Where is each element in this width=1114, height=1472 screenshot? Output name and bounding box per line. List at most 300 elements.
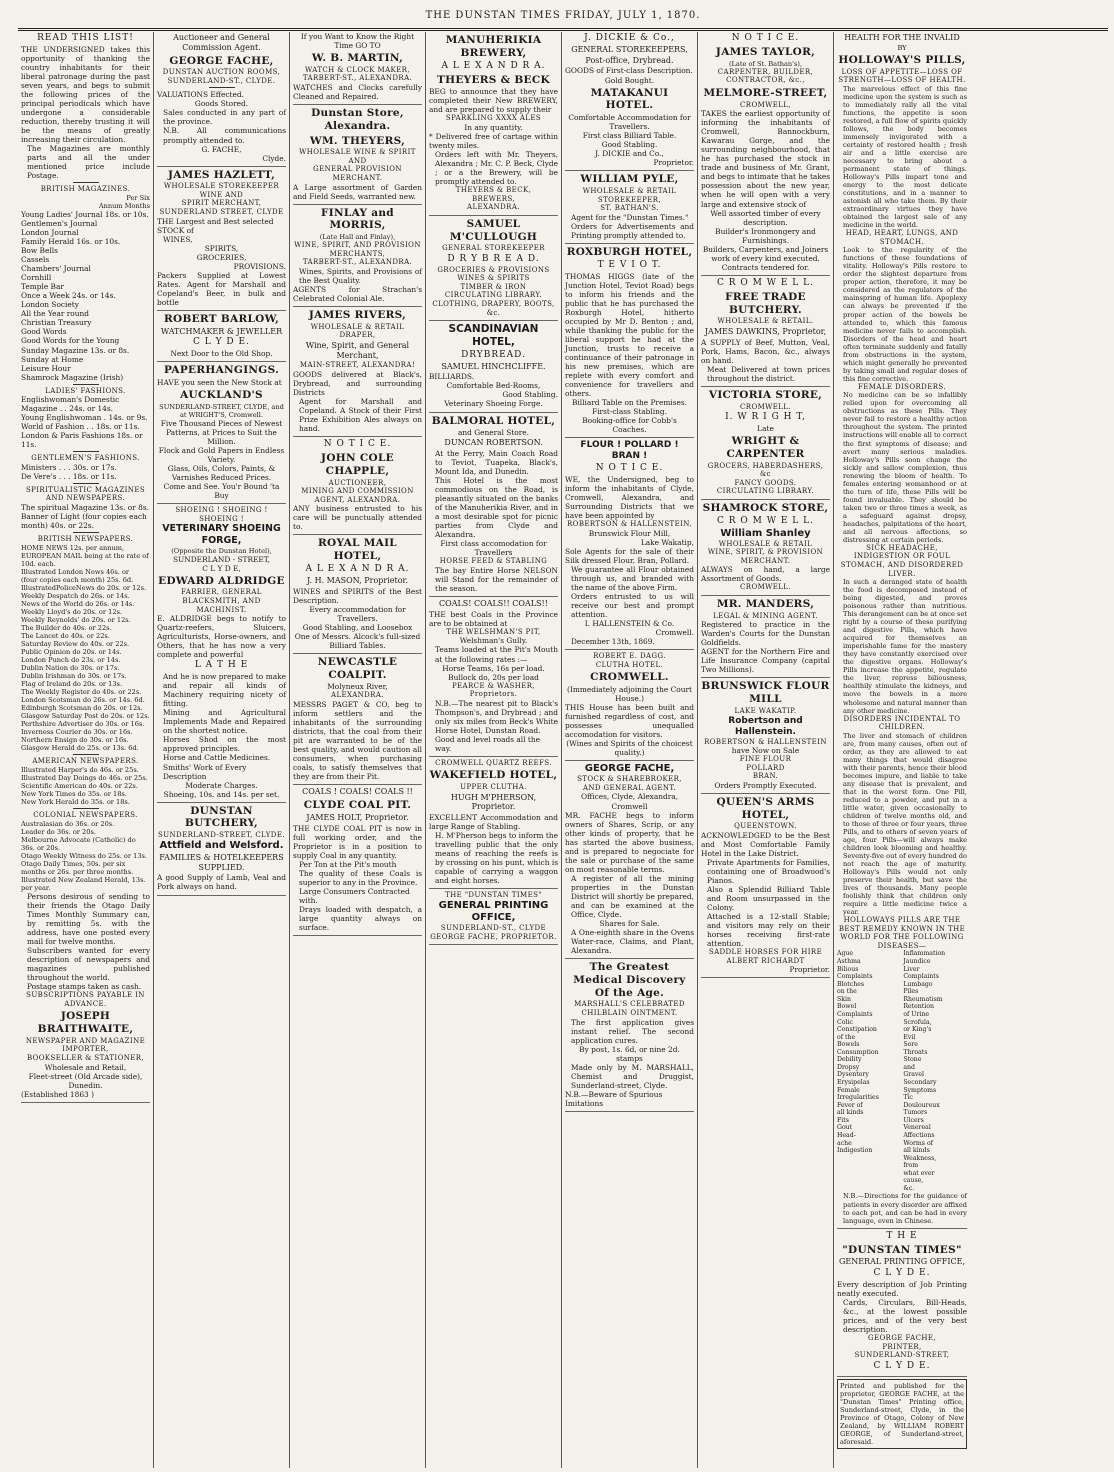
- list-item: Weekly Reynolds' do 20s. or 12s.: [21, 615, 131, 624]
- list-item: Sunday at Home: [21, 354, 84, 364]
- ad-line: Good Stabling.: [601, 140, 658, 150]
- european-mail: EUROPEAN MAIL being at the rate of 10d. each.: [21, 551, 149, 568]
- ad-dunstan-butchery: [157, 805, 286, 896]
- ad-text: N.B.—The nearest pit to Black's Thompson's, and Drybread ; and only six miles from Beck's White Horse Hotel, Dunstan Road.: [435, 698, 558, 735]
- ad-line: FAMILIES & HOTELKEEPERS SUPPLIED.: [159, 852, 284, 872]
- ad-line: Post-office, Drybread.: [585, 55, 674, 65]
- ad-text: THE Largest and Best selected STOCK of: [157, 216, 274, 235]
- ad-line: GROCERS, HABERDASHERS, &c: [707, 461, 824, 479]
- heading-colonial-newspapers: COLONIAL NEWSPAPERS.: [33, 811, 138, 820]
- ad-line: SUNDERLAND-STREET,: [854, 1351, 950, 1360]
- list-item: Gentlemen's Journal: [21, 219, 98, 229]
- ad-line: HEAD, HEART, LUNGS, AND STOMACH.: [845, 229, 959, 246]
- list-item: New York Times do 35s. or 18s.: [21, 790, 127, 799]
- list-item: Banner of Light (four copies each month) 40s. or 22s.: [21, 512, 147, 531]
- ad-line: N O T I C E.: [595, 463, 664, 474]
- ad-text: This Hotel is the most commodious on the Road, is pleasantly situated on the banks of the Manuherikia River, and in a most desirable spot for picnic parties from Clyde and Alexandra.: [435, 476, 558, 540]
- ad-heading: Robertson and Hallenstein.: [728, 715, 803, 737]
- advertiser-name: J. DICKIE & Co.,: [584, 33, 675, 43]
- list-item: Weekly Lloyd's do 20s. or 12s.: [21, 607, 123, 616]
- list-item: Bow Bells: [21, 246, 58, 256]
- ad-brunswick-flour-mill: [701, 680, 830, 793]
- ad-line: Offices, Clyde, Alexandra, Cromwell: [580, 792, 679, 811]
- mag-list: [21, 210, 150, 382]
- ad-heading: GENERAL PRINTING OFFICE,: [438, 899, 549, 924]
- ad-heading: C R O M W E L L.: [717, 277, 814, 288]
- ad-line: Welshman's Gully.: [459, 636, 528, 646]
- ad-line: C L Y D E.: [873, 1360, 931, 1371]
- ad-mccullough: [429, 218, 558, 321]
- list-item: All the Year round: [21, 309, 89, 319]
- ad-line: BRAN.: [752, 772, 779, 781]
- advertiser-line: NEWSPAPER AND MAGAZINE IMPORTER,: [25, 1036, 146, 1054]
- advertiser-name: VETERINARY SHOEING FORGE,: [162, 523, 281, 546]
- ad-text: Per Ton at the Pit's mouth: [299, 859, 397, 869]
- ad-line: DISORDERS INCIDENTAL TO CHILDREN.: [843, 714, 961, 732]
- ad-text: WATCHES and Clocks carefully Cleaned and Repaired.: [293, 82, 422, 101]
- ad-text: Comfortable Accommodation for Travellers.: [568, 113, 691, 132]
- ad-dunstan-times-office: [837, 1231, 967, 1377]
- ad-line: T H E: [886, 1230, 918, 1241]
- ad-line: Brunswick Flour Mill,: [588, 528, 671, 538]
- advertiser-name: CLYDE COAL PIT.: [303, 798, 412, 811]
- ad-line: I. HALLENSTEIN & Co.: [584, 619, 675, 629]
- ad-text: Moderate Charges.: [185, 780, 258, 790]
- imprint: Printed and published for the proprietor, GEORGE FACHE, at the "Dunstan Times" Printing office, Sunderland-street, Clyde, in the Province of Otago, Colony of New Zealand, by WILLIAM ROBERT GEORGE, of Sunderland-street, aforesaid.: [837, 1379, 967, 1449]
- advertiser-name: SCANDINAVIAN HOTEL,: [448, 323, 539, 348]
- list-item: London & Paris Fashions 18s. or 11s.: [21, 431, 143, 450]
- heading-ladies-fashions: LADIES' FASHIONS.: [45, 386, 126, 395]
- list-item: Venereal Affections: [903, 1124, 935, 1139]
- columns: [18, 32, 1108, 1468]
- list-item: Jaundice: [903, 958, 931, 966]
- list-item: Gout: [837, 1124, 853, 1132]
- list-item: London Society: [21, 300, 79, 310]
- list-item: Otago Daily Times, 50s. per six months or 26s. per three months.: [21, 859, 134, 876]
- list-item: Blotches on the Skin: [837, 980, 865, 1003]
- list-item: Secondary Symptoms: [903, 1079, 937, 1094]
- ad-text: WINES and SPIRITS of the Best Description.: [293, 586, 422, 605]
- ad-line: ROBERTSON & HALLENSTEIN,: [567, 520, 692, 529]
- list-item: Northern Ensign do 30s. or 16s.: [21, 736, 129, 745]
- ad-text: A register of all the mining properties in the Dunstan District will shortly be prepared, and can be examined at the Office, Clyde.: [571, 873, 694, 919]
- paragraph: Postage stamps taken as cash.: [27, 982, 142, 992]
- ad-line: Billiard Table on the Premises.: [571, 398, 688, 407]
- ad-line: Shares for Sale.: [599, 918, 660, 928]
- ad-line: AND: [348, 156, 367, 165]
- ad-line: CLOTHING, DRAPERY, BOOTS, &c.: [432, 300, 555, 317]
- ad-text: Also a Splendid Billiard Table and Room unsurpassed in the Colony.: [707, 885, 830, 913]
- ad-text: Contracts tendered for.: [721, 262, 810, 272]
- ad-text: (Immediately adjoining the Court House.): [567, 684, 692, 704]
- ad-text: Builder's Ironmongery and Furnishings.: [715, 226, 816, 245]
- ad-line: THE "DUNSTAN TIMES": [445, 891, 542, 900]
- list-item: Dublin Nation do 30s. or 17s.: [21, 664, 120, 673]
- ad-text: A good Supply of Lamb, Veal and Pork always on hand.: [157, 873, 286, 892]
- list-item: Shamrock Magazine (Irish): [21, 372, 124, 382]
- ad-line: G. FACHE,: [201, 144, 242, 154]
- list-item: Glasgow Saturday Post do 20s. or 12s.: [21, 712, 150, 721]
- ad-text: The first application gives instant relief. The second application cures.: [571, 1017, 694, 1045]
- ad-text: BEG to announce that they have completed their New BREWERY, and are prepared to supply their: [429, 87, 558, 115]
- advertiser-name: WAKEFIELD HOTEL,: [429, 769, 558, 782]
- ad-line: TIMBER & IRON: [460, 282, 527, 291]
- ad-heading: THEYERS & BECK: [437, 73, 550, 86]
- ad-line: WINE, SPIRIT, AND PROVISION MERCHANTS,: [294, 241, 421, 258]
- ad-text: N.B.—Directions for the guidance of patients in every disorder are affixed to each pot, and can be had in every language, even in Chinese.: [843, 1192, 967, 1225]
- ad-manders: [701, 598, 830, 679]
- ad-pyle: [565, 173, 694, 243]
- ad-dunstan-store: [293, 107, 422, 205]
- advertiser-name: GEORGE FACHE,: [584, 763, 675, 775]
- list-item: Englishwoman's Domestic Magazine . . 24s. or 14s.: [21, 395, 120, 414]
- ad-text: N.B. All communications promptly attended to.: [163, 126, 286, 145]
- list-item: The spiritual Magazine 13s. or 8s.: [21, 503, 149, 512]
- ad-line: C L Y D E.: [873, 1268, 931, 1279]
- advertiser-name: JAMES HAZLETT,: [167, 168, 276, 181]
- ad-line: (Late Hall and Finlay),: [319, 233, 396, 242]
- ad-heading: CROMWELL QUARTZ REEFS.: [435, 758, 552, 767]
- advertiser-line: Dunedin.: [68, 1080, 103, 1090]
- ad-text: Made only by M. MARSHALL, Chemist and Druggist, Sunderland-street, Clyde.: [571, 1062, 694, 1090]
- list-item: News of the World do 26s. or 14s.: [21, 599, 135, 608]
- list-item: Fits: [837, 1116, 849, 1124]
- ad-line: and General Store.: [457, 428, 530, 438]
- list-item: London Journal: [21, 228, 79, 238]
- list-item: Weakness, from what ever cause, &c.: [903, 1154, 937, 1192]
- list-item: Good Words: [21, 327, 67, 337]
- list-item: Weekly Despatch do 26s. or 14s.: [21, 591, 130, 600]
- ad-line: Lake Wakatip,: [640, 537, 694, 547]
- ad-line: HUGH M'PHERSON, Proprietor.: [450, 792, 537, 812]
- ad-text: Good Stabling, and Loosebox: [302, 622, 413, 632]
- masthead: THE DUNSTAN TIMES FRIDAY, JULY 1, 1870.: [18, 4, 1108, 31]
- ad-line: AND GENERAL AGENT.: [582, 783, 677, 792]
- ad-text: Sole Agents for the sale of their Silk dressed Flour, Bran, Pollard.: [565, 546, 694, 565]
- ad-line: POLLARD: [746, 763, 785, 772]
- ad-heading: COALS ! COALS! COALS !!: [302, 787, 413, 797]
- ad-line: Comfortable Bed-Rooms,: [446, 381, 541, 391]
- ad-line: TARBERT-ST., ALEXANDRA.: [302, 74, 413, 83]
- ad-text: Private Apartments for Families, containing one of Broadwood's Pianos.: [707, 857, 830, 885]
- heading-read-list: READ THIS LIST!: [37, 33, 134, 43]
- ad-line: FEMALE DISORDERS.: [858, 382, 946, 391]
- ad-line: C L Y D E,: [202, 563, 241, 573]
- ad-line: Next Door to the Old Shop.: [170, 349, 273, 359]
- list-item: Fever of all kinds: [837, 1101, 864, 1117]
- list-item: Bowel Complaints: [837, 1003, 873, 1018]
- list-item: Flag of Ireland do 20s. or 13s.: [21, 680, 123, 689]
- ad-text: Drays loaded with despatch, a large quantity always on surface.: [299, 904, 422, 932]
- ad-text: Registered to practice in the Warden's Courts for the Dunstan Goldfields.: [701, 620, 830, 648]
- ad-hazlett: [157, 169, 286, 311]
- disease-list: [837, 950, 967, 1192]
- ad-barlow: [157, 313, 286, 363]
- ad-line: HOLLOWAYS PILLS ARE THE BEST REMEDY KNOWN IN THE WORLD FOR THE FOLLOWING DISEASES—: [838, 916, 966, 950]
- heading-spiritualistic: SPIRITUALISTIC MAGAZINES AND NEWSPAPERS.: [25, 485, 146, 503]
- ad-text: (Wines and Spirits of the choicest quality.): [566, 739, 693, 758]
- list-item: Piles: [903, 988, 919, 996]
- list-item: Christian Treasury: [21, 318, 92, 328]
- ad-victoria-store: [701, 389, 830, 500]
- ad-line: J. H. MASON, Proprietor.: [306, 575, 409, 585]
- advertiser-name: FINLAY and MORRIS,: [321, 206, 394, 232]
- ad-chapple: [293, 439, 422, 535]
- list-item: Debility: [837, 1056, 862, 1064]
- ad-text: Smiths' Work of Every Description: [163, 762, 247, 781]
- ad-line: LOSS OF APPETITE—LOSS OF STRENGTH—LOSS OF HEALTH.: [838, 67, 966, 85]
- ad-text: And he is now prepared to make and repair all kinds of Machinery requiring nicety of fitting.: [163, 672, 286, 709]
- ad-text: THOMAS HIGGS (late of the Junction Hotel, Teviot Road) begs to inform his friends and the public that he has purchased the Roxburgh Hotel, hitherto occupied by Mr D. Benton ; and, while thanking the public for the liberal support he had at the Junction, trusts to receive a continuance of their patronage in his new premises, which are replete with every comfort and convenience for travellers and others.: [565, 271, 694, 398]
- ad-line: GROCERIES,: [196, 252, 247, 262]
- ad-text: Attached is a 12-stall Stable; and visitors may rely on their horses receiving first-rate attention.: [707, 912, 830, 949]
- ad-dickie: [565, 33, 694, 171]
- ad-text: We guarantee all Flour obtained through us, and branded with the name of the above Firm.: [571, 564, 694, 592]
- ad-welshmans-pit: [429, 599, 558, 757]
- ad-line: WHOLESALE & RETAIL DRAPER,: [310, 322, 405, 340]
- ad-line: Booking-office for Cobb's Coaches.: [582, 416, 677, 435]
- ad-text: In such a deranged state of health the food is decomposed instead of being digested, and proves poisonous rather than nutritious. This derangement can be at once set right by a course of these purifying and digestive Pills, which have acquired for themselves an imperishable fame for the mastery they have constantly exercised over the digestive organs. Holloway's Pills increase the appetite, regulate the liver, repress biliousness, healthily stimulate the kidneys, and move the bowels in a more wholesome and natural manner than any other medicine.: [843, 578, 967, 715]
- ad-line: AUCTIONEER,: [328, 478, 387, 487]
- advertiser-name: QUEEN'S ARMS HOTEL,: [716, 795, 815, 821]
- heading-american-newspapers: AMERICAN NEWSPAPERS.: [32, 757, 139, 766]
- ad-text: Wines, Spirits, and Provisions of the Best Quality.: [299, 266, 422, 285]
- disease-list-right: [903, 950, 967, 1192]
- ad-text: Every accommodation for Travellers.: [309, 604, 406, 623]
- ad-text: Sales conducted in any part of the province.: [163, 108, 286, 127]
- disease-list-left: [837, 950, 901, 1192]
- list-item: Family Herald 16s. or 10s.: [21, 237, 121, 247]
- ad-taylor: [701, 33, 830, 276]
- heading-british-newspapers: BRITISH NEWSPAPERS.: [37, 535, 134, 544]
- ad-text: Every description of Job Printing neatly executed.: [837, 1280, 967, 1299]
- list-item: London Scotsman do 26s. or 14s. 6d.: [21, 696, 145, 705]
- list-item: Young Englishwoman . 14s. or 9s.: [21, 413, 148, 423]
- ad-text: WE, the Undersigned, beg to inform the inhabitants of Clyde, Cromwell, Alexandra, and Surrounding Districts that we have been appointed by: [565, 475, 694, 521]
- heading-gentlemens-fashions: GENTLEMEN'S FASHIONS.: [31, 454, 140, 463]
- ad-text: MESSRS PAGET & CO, beg to inform settlers and the inhabitants of the surrounding districts, that the coal from their pit are warranted to be of the best quality, and would caution all consumers, when purchasing coals, to satisfy themselves that they are from their Pit.: [293, 699, 422, 782]
- paragraph: Persons desirous of sending to their friends the Otago Daily Times Monthly Summary can, by remitting 5s. with the address, have one posted every mail for twelve months.: [27, 891, 150, 947]
- ad-line: WHOLESALE & RETAIL STOREKEEPER,: [582, 187, 677, 204]
- ad-line: T E V I O T.: [597, 259, 662, 270]
- list-item: Young Ladies' Journal 18s. or 10s.: [21, 210, 149, 220]
- list-item: London Punch do 23s. or 14s.: [21, 656, 121, 665]
- ad-text: Five Thousand Pieces of Newest Patterns, at Prices to Suit the Million.: [160, 419, 283, 447]
- ad-text: Come and See. You'r Bound 'ta Buy: [163, 482, 280, 501]
- ad-line: C L Y D E.: [193, 337, 250, 348]
- list-item: Liver Complaints: [903, 965, 939, 981]
- list-item: The Builder do 40s. or 22s.: [21, 623, 112, 632]
- ad-line: SUNDERLAND STREET, CLYDE: [159, 208, 284, 216]
- list-item: Illustrated London News 46s. or: [21, 567, 130, 576]
- ad-line: CARPENTER, BUILDER, CONTRACTOR, &c.,: [717, 67, 814, 85]
- ad-text: Orders entrusted to us will receive our best and prompt attention.: [571, 591, 694, 619]
- ad-text: AGENTS for Strachan's Celebrated Colonial Ale.: [293, 284, 422, 303]
- list-item: Australasian do 36s. or 20s.: [21, 819, 115, 828]
- list-item: Illustrated New Zealand Herald, 13s. per year.: [21, 875, 146, 892]
- ad-text: Packers Supplied at Lowest Rates. Agent for Marshall and Copeland's Beer, in bulk and bottle: [157, 270, 286, 307]
- ad-line: MAIN-STREET, ALEXANDRA!: [299, 361, 416, 370]
- ad-line: THEYERS & BECK,: [455, 186, 532, 195]
- ad-line: Molyneux River,: [327, 682, 388, 692]
- ad-line: WINES & SPIRITS: [457, 274, 530, 283]
- advertiser-name: DUNSTAN BUTCHERY,: [184, 804, 259, 830]
- ad-text: ACKNOWLEDGED to be the Best and Most Comfortable Family Hotel in the Lake District.: [701, 830, 830, 858]
- advertiser-name: W. B. MARTIN,: [311, 52, 404, 65]
- list-item: Glasgow Herald do 25s. or 13s. 6d.: [21, 744, 139, 753]
- ad-heading: SHOEING ! SHOEING ! SHOEING !: [175, 506, 268, 523]
- advertiser-name: ROBERT E. DAGG.: [593, 652, 666, 661]
- ad-line: Gold Bought.: [604, 75, 655, 85]
- ad-line: ALBERT RICHARDT: [726, 956, 805, 965]
- ad-text: At the Ferry, Main Coach Road to Teviot, Tuapeka, Black's, Mount Ida, and Dunedin.: [435, 449, 558, 477]
- list-item: Colic: [837, 1018, 853, 1026]
- ad-line: Bullock do, 20s per load: [448, 672, 539, 682]
- ad-line: MERCHANT.: [332, 173, 383, 182]
- ad-heading: Attfield and Welsford.: [159, 839, 284, 851]
- list-item: Erysipelas: [837, 1079, 870, 1087]
- advertiser-name: VICTORIA STORE,: [708, 388, 823, 401]
- ad-balmoral-hotel: [429, 415, 558, 598]
- ad-line: PEARCE & WASHER, Proprietors.: [451, 681, 536, 699]
- advertiser-name: EDWARD ALDRIDGE: [158, 574, 285, 587]
- list-item: Edinburgh Scotsman do 20s. or 12s.: [21, 704, 143, 713]
- ad-text: ANY business entrusted to his care will be punctually attended to.: [293, 504, 422, 532]
- list-item: Inflammation: [903, 950, 946, 958]
- ad-queens-arms: [701, 796, 830, 979]
- column-6: [698, 32, 834, 1468]
- advertiser-name: GEORGE FACHE,: [169, 54, 274, 67]
- established-line: (Established 1863 ): [21, 1089, 94, 1099]
- ad-line: D R Y B R E A D.: [447, 253, 540, 264]
- ad-line: GENERAL STOREKEEPER: [442, 244, 545, 253]
- advertiser-name: WM. THEYERS,: [309, 134, 406, 147]
- list-item: Scientific American do 40s. or 22s.: [21, 782, 138, 791]
- ad-text: Large Consumers Contracted with.: [299, 886, 410, 905]
- ad-line: WHOLESALE STOREKEEPER WINE AND: [163, 182, 280, 199]
- ad-line: FARRIER, GENERAL BLACKSMITH, AND MACHINIST.: [181, 588, 262, 614]
- ad-heading: HEALTH FOR THE INVALID: [844, 33, 960, 42]
- list-item: Indigestion: [837, 1147, 873, 1155]
- ad-line: MERCHANT.: [740, 556, 791, 565]
- ad-clyde-coal: [293, 787, 422, 936]
- ad-text: First class accomodation for Travellers: [440, 539, 547, 558]
- ad-line: WINES,: [163, 234, 193, 244]
- ad-line: SPIRITS,: [204, 243, 239, 253]
- ad-line: SICK HEADACHE, INDIGESTION OR FOUL STOMACH, AND DISORDERED LIVER.: [840, 543, 964, 578]
- advertiser-name: ROBERT BARLOW,: [163, 312, 280, 325]
- ad-text: GOODS delivered at Black's, Drybread, and surrounding Districts: [293, 369, 422, 397]
- ad-dawkins: [701, 278, 830, 387]
- ad-line: FANCY GOODS.: [734, 478, 797, 487]
- ad-line: MINING AND COMMISSION AGENT, ALEXANDRA.: [301, 487, 414, 504]
- ad-roxburgh-hotel: [565, 246, 694, 438]
- ad-text: A SUPPLY of Beef, Mutton, Veal, Pork, Hams, Bacon, &c., always on hand.: [701, 337, 830, 365]
- ad-line: I. W R I G H T,: [725, 412, 806, 423]
- list-item: Melbourne Advocate (Catholic) do 36s. or 20s.: [21, 835, 136, 852]
- list-item: Chambers' Journal: [21, 264, 91, 274]
- advertiser-line: Wholesale and Retail,: [44, 1062, 127, 1072]
- ad-line: UPPER CLUTHA.: [460, 783, 527, 792]
- ad-line: SADDLE HORSES FOR HIRE: [708, 948, 823, 957]
- ad-shamrock-store: [701, 502, 830, 596]
- ad-text: Builders, Carpenters, and Joiners work of every kind executed.: [702, 244, 829, 263]
- ad-line: (Opposite the Dunstan Hotel),: [171, 546, 272, 555]
- ad-line: WATCHMAKER & JEWELLER: [160, 326, 283, 336]
- list-item: Dysentery: [837, 1071, 869, 1079]
- list-item: Temple Bar: [21, 282, 64, 292]
- ad-rivers: [293, 309, 422, 437]
- list-item: Ministers . . . 30s. or 17s.: [21, 462, 117, 472]
- ad-text: MR. FACHE begs to inform owners of Shares, Scrip, or any other kinds of property, that he has started the above business, and is prepared to negociate for the sale or purchase of the same on most reasonable terms.: [565, 810, 694, 874]
- list-item: Sore Throats: [903, 1041, 928, 1056]
- ad-royal-mail: [293, 537, 422, 654]
- list-item: Ulcers: [903, 1116, 924, 1124]
- ad-text: Meat Delivered at town prices throughout the district.: [707, 364, 830, 383]
- ad-line: ROBERTSON & HALLENSTEIN: [704, 737, 827, 746]
- advertiser-name: BRUNSWICK FLOUR MILL: [701, 680, 830, 706]
- list-item: Dropsy: [837, 1063, 860, 1071]
- ad-finlay-morris: [293, 207, 422, 307]
- ad-line: SUNDERLAND-ST., CLYDE: [440, 924, 547, 933]
- ad-line: SUNDERLAND-ST., CLYDE.: [167, 76, 276, 85]
- list-item: Tic Douloureux: [903, 1094, 940, 1109]
- list-item: (four copies each month) 25s. 6d.: [21, 575, 134, 584]
- ad-line: First class Billiard Table.: [582, 131, 677, 141]
- subscriptions-notice: SUBSCRIPTIONS PAYABLE IN ADVANCE.: [26, 991, 145, 1008]
- ad-text: One of Messrs. Alcock's full-sized Billiard Tables.: [294, 631, 421, 650]
- ad-line: C R O M W E L L.: [717, 515, 814, 526]
- column-1: [18, 32, 154, 1468]
- ad-line: BREWERS,: [471, 194, 516, 203]
- ad-line: GEORGE FACHE,: [868, 1334, 936, 1343]
- ad-text: Mining and Agricultural Implements Made and Repaired on the shortest notice.: [163, 708, 286, 736]
- column-7: [834, 32, 970, 1468]
- ad-heading: WRIGHT & CARPENTER: [726, 435, 805, 460]
- advertiser-name: BALMORAL HOTEL,: [431, 414, 556, 427]
- ad-line: WHOLESALE & RETAIL.: [717, 317, 814, 326]
- list-item: Bilious Complaints: [837, 965, 873, 981]
- ad-line: A L E X A N D R A.: [441, 60, 546, 71]
- ad-line: JAMES HOLT, Proprietor.: [306, 812, 409, 822]
- ad-text: The liver and stomach of children are, from many causes, often out of order, as they are allowed to eat many things that would disagree with their parents, hence their blood becomes impure, and liable to take any disease that is prevalent, and that in the worst form. One Pill, reduced to a powder, and put in a little water, given occasionally to children of twelve months old, and to those of three or four years, three Pills, and to others of seven years of age, four Pills—will always make children look blooming and healthy. Seventy-five out of every hundred do not reach the age of maturity. Holloway's Pills would not only preserve their health, but save the lives of thousands. Many people foolishly think that children only require a little medicine twice a year.: [843, 731, 967, 917]
- ad-heading: COALS! COALS!! COALS!!: [439, 599, 548, 609]
- advertiser-name: PAPERHANGINGS.: [163, 364, 280, 377]
- ad-dunstan-times-printing: [429, 891, 558, 945]
- list-item: Leisure Hour: [21, 363, 71, 373]
- list-item: Public Opinion do 20s. or 14s.: [21, 648, 122, 657]
- ad-heading: "DUNSTAN TIMES": [842, 1243, 962, 1256]
- list-item: Worms of all kinds: [903, 1139, 933, 1155]
- ad-line: GENERAL PROVISION: [313, 165, 402, 174]
- ad-heading: FLOUR ! POLLARD ! BRAN !: [580, 440, 679, 462]
- ad-text: A One-eighth share in the Ovens Water-race, Claims, and Plant, Alexandra.: [571, 927, 694, 956]
- list-item: Perthshire Advertiser do 30s. or 16s.: [21, 720, 145, 729]
- ad-fache-sharebroker: [565, 763, 694, 959]
- advertiser-name: JOSEPH BRAITHWAITE,: [37, 1010, 134, 1036]
- advertiser-name: WILLIAM PYLE,: [580, 173, 679, 186]
- ad-heading: MATAKANUI HOTEL.: [590, 86, 669, 112]
- ad-line: SPIRIT MERCHANT,: [181, 199, 262, 208]
- list-item: Saturday Review do 40s. or 22s.: [21, 640, 130, 648]
- ad-line: SUNDERLAND-STREET, CLYDE.: [158, 831, 285, 840]
- ad-text: H. M'Pherson begs to inform the travelling public that the only means of reaching the reefs is by crossing on his punt, which is capable of carrying a waggon and eight horses.: [435, 831, 558, 886]
- ad-scandinavian-hotel: [429, 323, 558, 412]
- ad-text: No medicine can be so infallibly relied upon for overcoming all obstructions as these Pills. They never fail to restore a healthy action throughout the system. The printed instructions will enable all to correct the first symptoms of disease; and avert many serious maladies. Holloway's Pills soon change the sickly and sallow complexion, thus renewing the bloom of health. To females entering womanhood or at the turn of life, these Pills will be found invaluable. They should be taken two or three times a week, as a safeguard against dropsy, headaches, palpitations of the heart, and all nervous affections, so distressing at certain periods.: [843, 391, 967, 544]
- ad-line: TARBERT-ST., ALEXANDRA.: [302, 258, 413, 267]
- ad-line: SUNDERLAND - STREET,: [172, 554, 270, 564]
- intro-text-2: The Magazines are monthly parts and all the under mentioned price include Postage.: [27, 144, 150, 181]
